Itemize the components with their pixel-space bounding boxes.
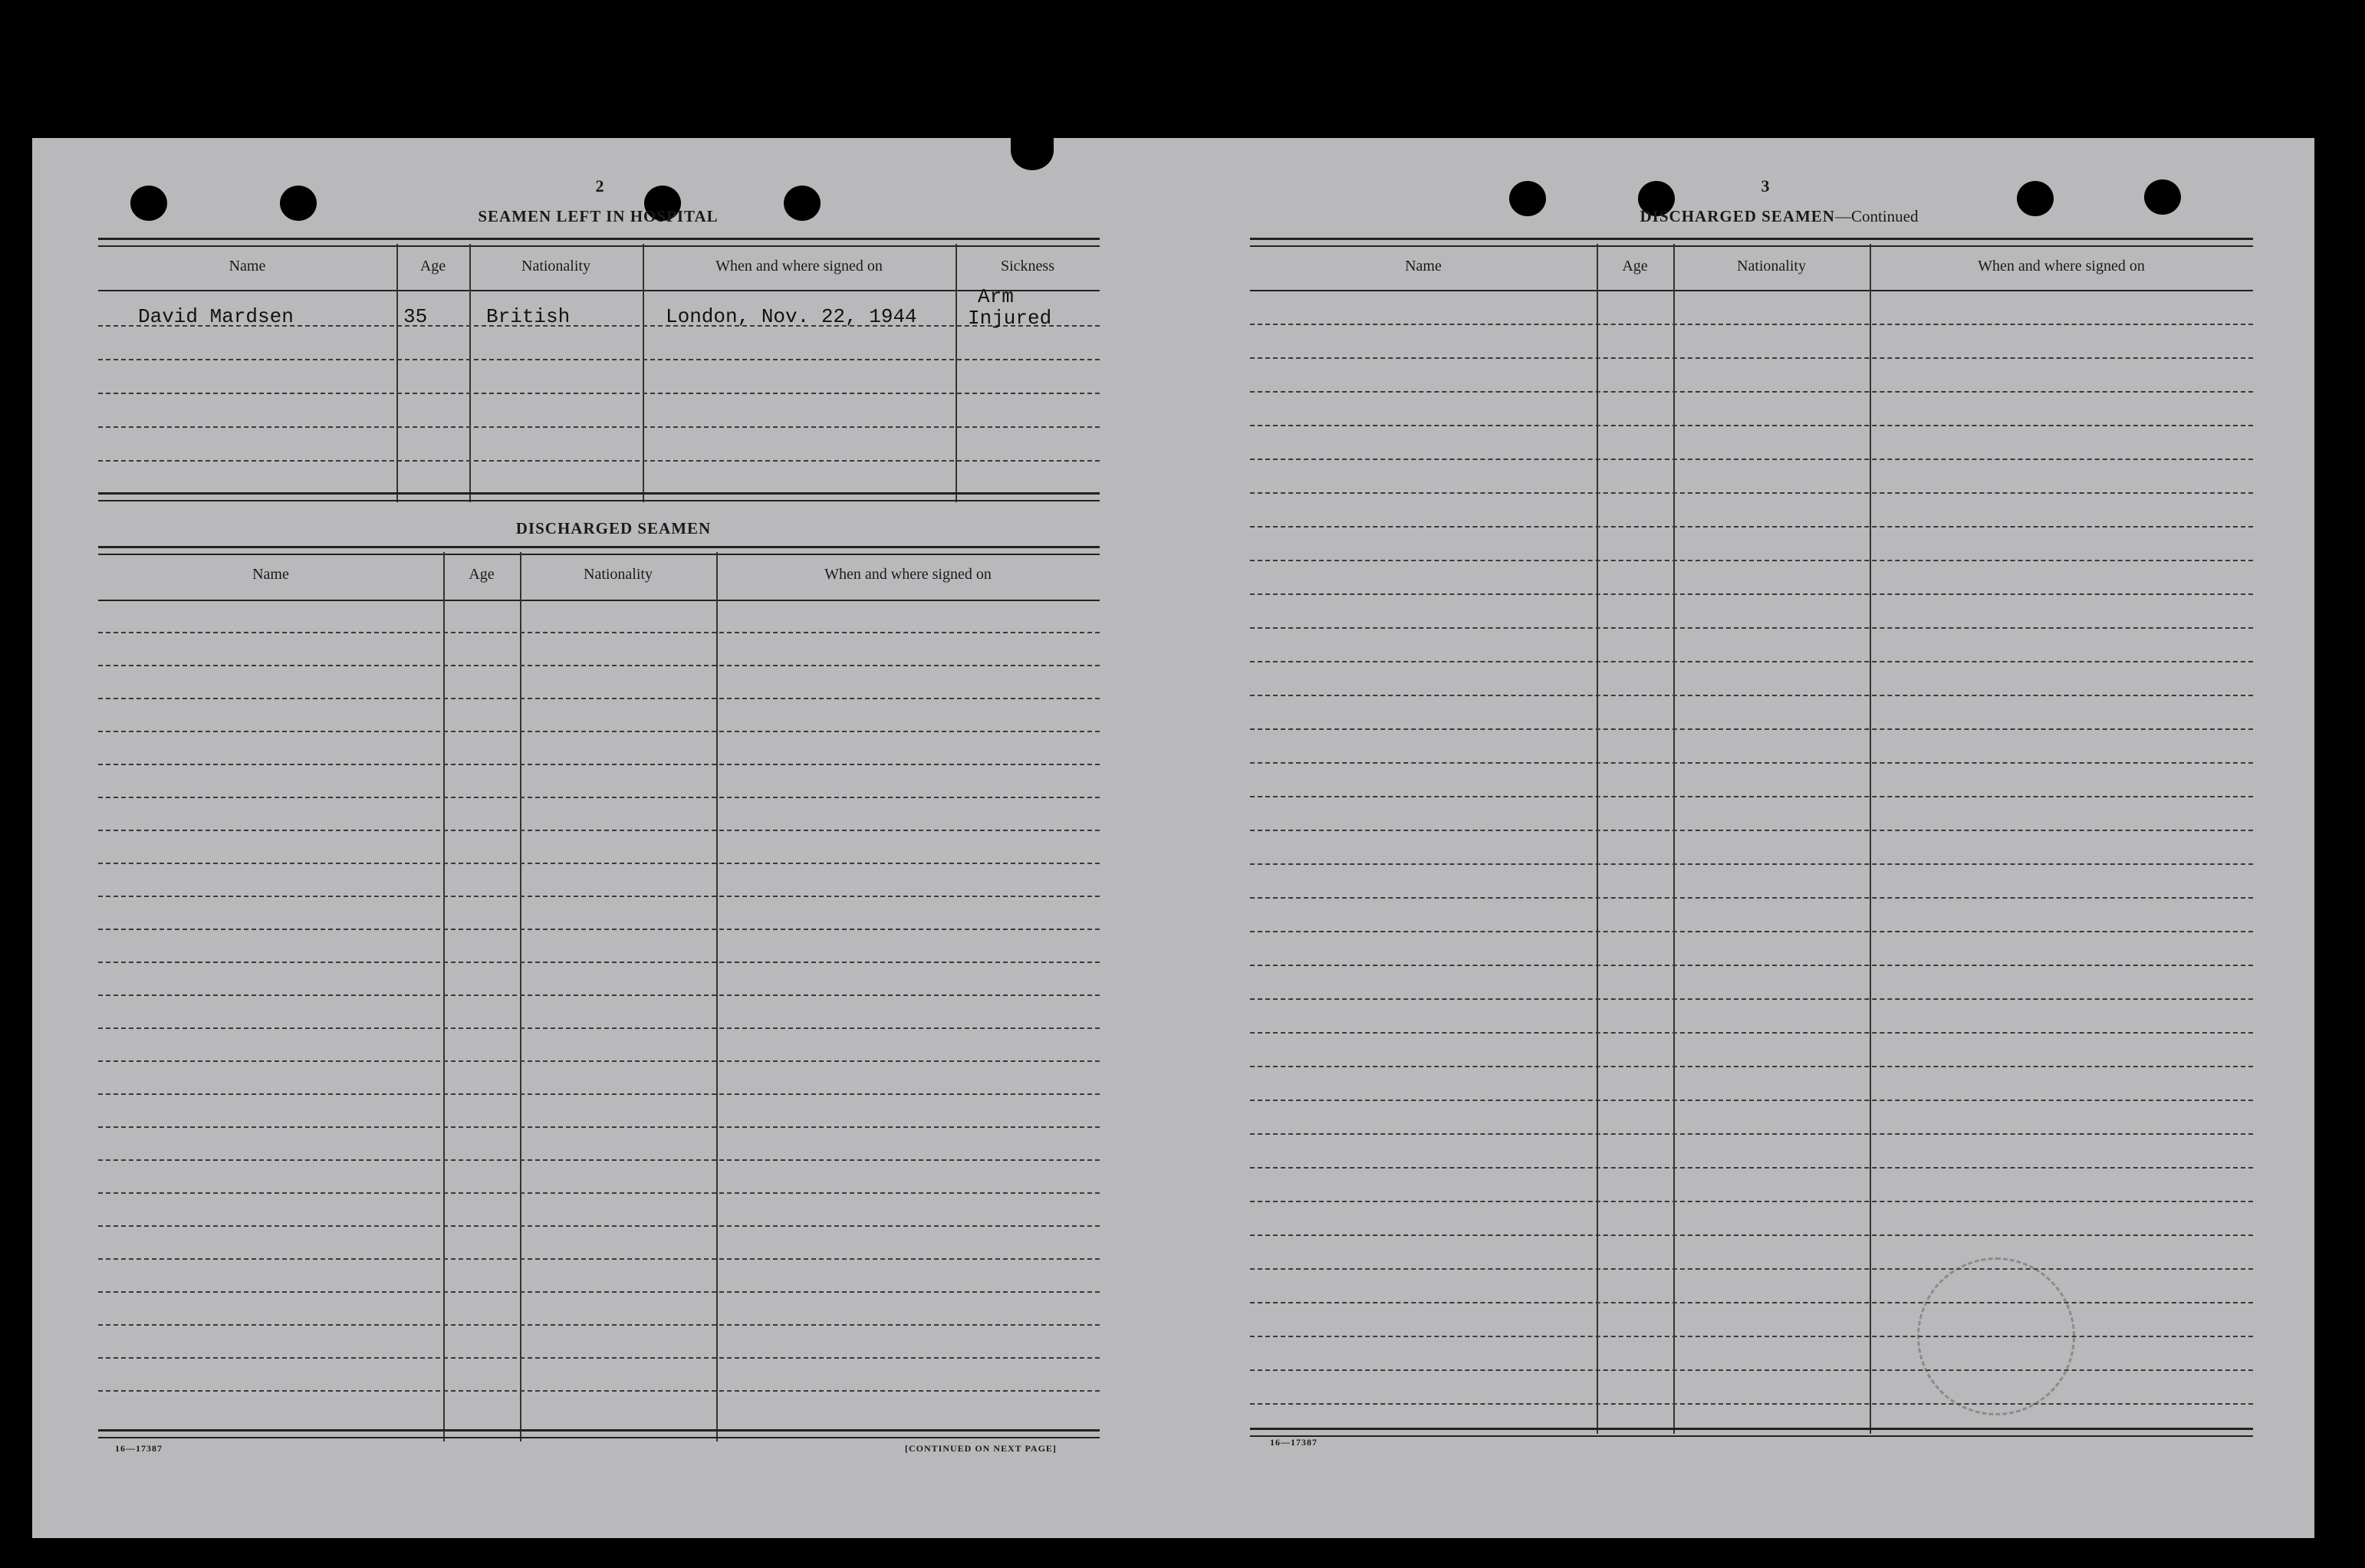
col-header-nationality: Nationality — [584, 566, 653, 583]
paper-notch — [1011, 130, 1054, 170]
col-header-nationality: Nationality — [521, 258, 590, 274]
col-header-signed-on: When and where signed on — [1978, 258, 2145, 274]
right-page-number: 3 — [1761, 176, 1770, 196]
col-header-signed-on: When and where signed on — [715, 258, 883, 274]
seaman-sickness-line1: Arm — [978, 285, 1014, 308]
form-number: 16—17387 — [1270, 1437, 1317, 1448]
col-header-age: Age — [1622, 258, 1648, 274]
form-number: 16—17387 — [115, 1443, 163, 1454]
continued-suffix: —Continued — [1834, 207, 1919, 225]
discharged-continued-title — [1564, 207, 1994, 226]
col-header-name: Name — [1405, 258, 1442, 274]
col-header-nationality: Nationality — [1737, 258, 1806, 274]
punch-hole — [280, 186, 317, 221]
punch-hole — [2017, 181, 2054, 216]
seaman-name: David Mardsen — [138, 305, 294, 328]
col-header-age: Age — [469, 566, 495, 583]
faint-stamp — [1917, 1257, 2075, 1415]
left-page-number: 2 — [595, 176, 604, 196]
seaman-nationality: British — [486, 305, 571, 328]
seaman-sickness-line2: Injured — [968, 307, 1052, 330]
discharged-table — [98, 546, 1100, 1435]
seaman-age: 35 — [403, 305, 428, 328]
col-header-name: Name — [229, 258, 266, 274]
col-header-age: Age — [419, 258, 446, 274]
punch-hole — [1509, 181, 1546, 216]
punch-hole — [130, 186, 167, 221]
discharged-continued-table — [1250, 238, 2253, 1434]
col-header-sickness: Sickness — [1001, 258, 1054, 274]
punch-hole — [2144, 179, 2181, 215]
continued-note: [CONTINUED ON NEXT PAGE] — [905, 1443, 1057, 1454]
discharged-section-title: DISCHARGED SEAMEN — [515, 519, 712, 537]
col-header-signed-on: When and where signed on — [824, 566, 992, 583]
seaman-signed-on: London, Nov. 22, 1944 — [666, 305, 917, 328]
discharged-continued-title-text: DISCHARGED SEAMEN — [1640, 207, 1835, 225]
hospital-table — [98, 238, 1100, 498]
col-header-name: Name — [252, 566, 289, 583]
hospital-section-title: SEAMEN LEFT IN HOSPITAL — [478, 207, 719, 225]
